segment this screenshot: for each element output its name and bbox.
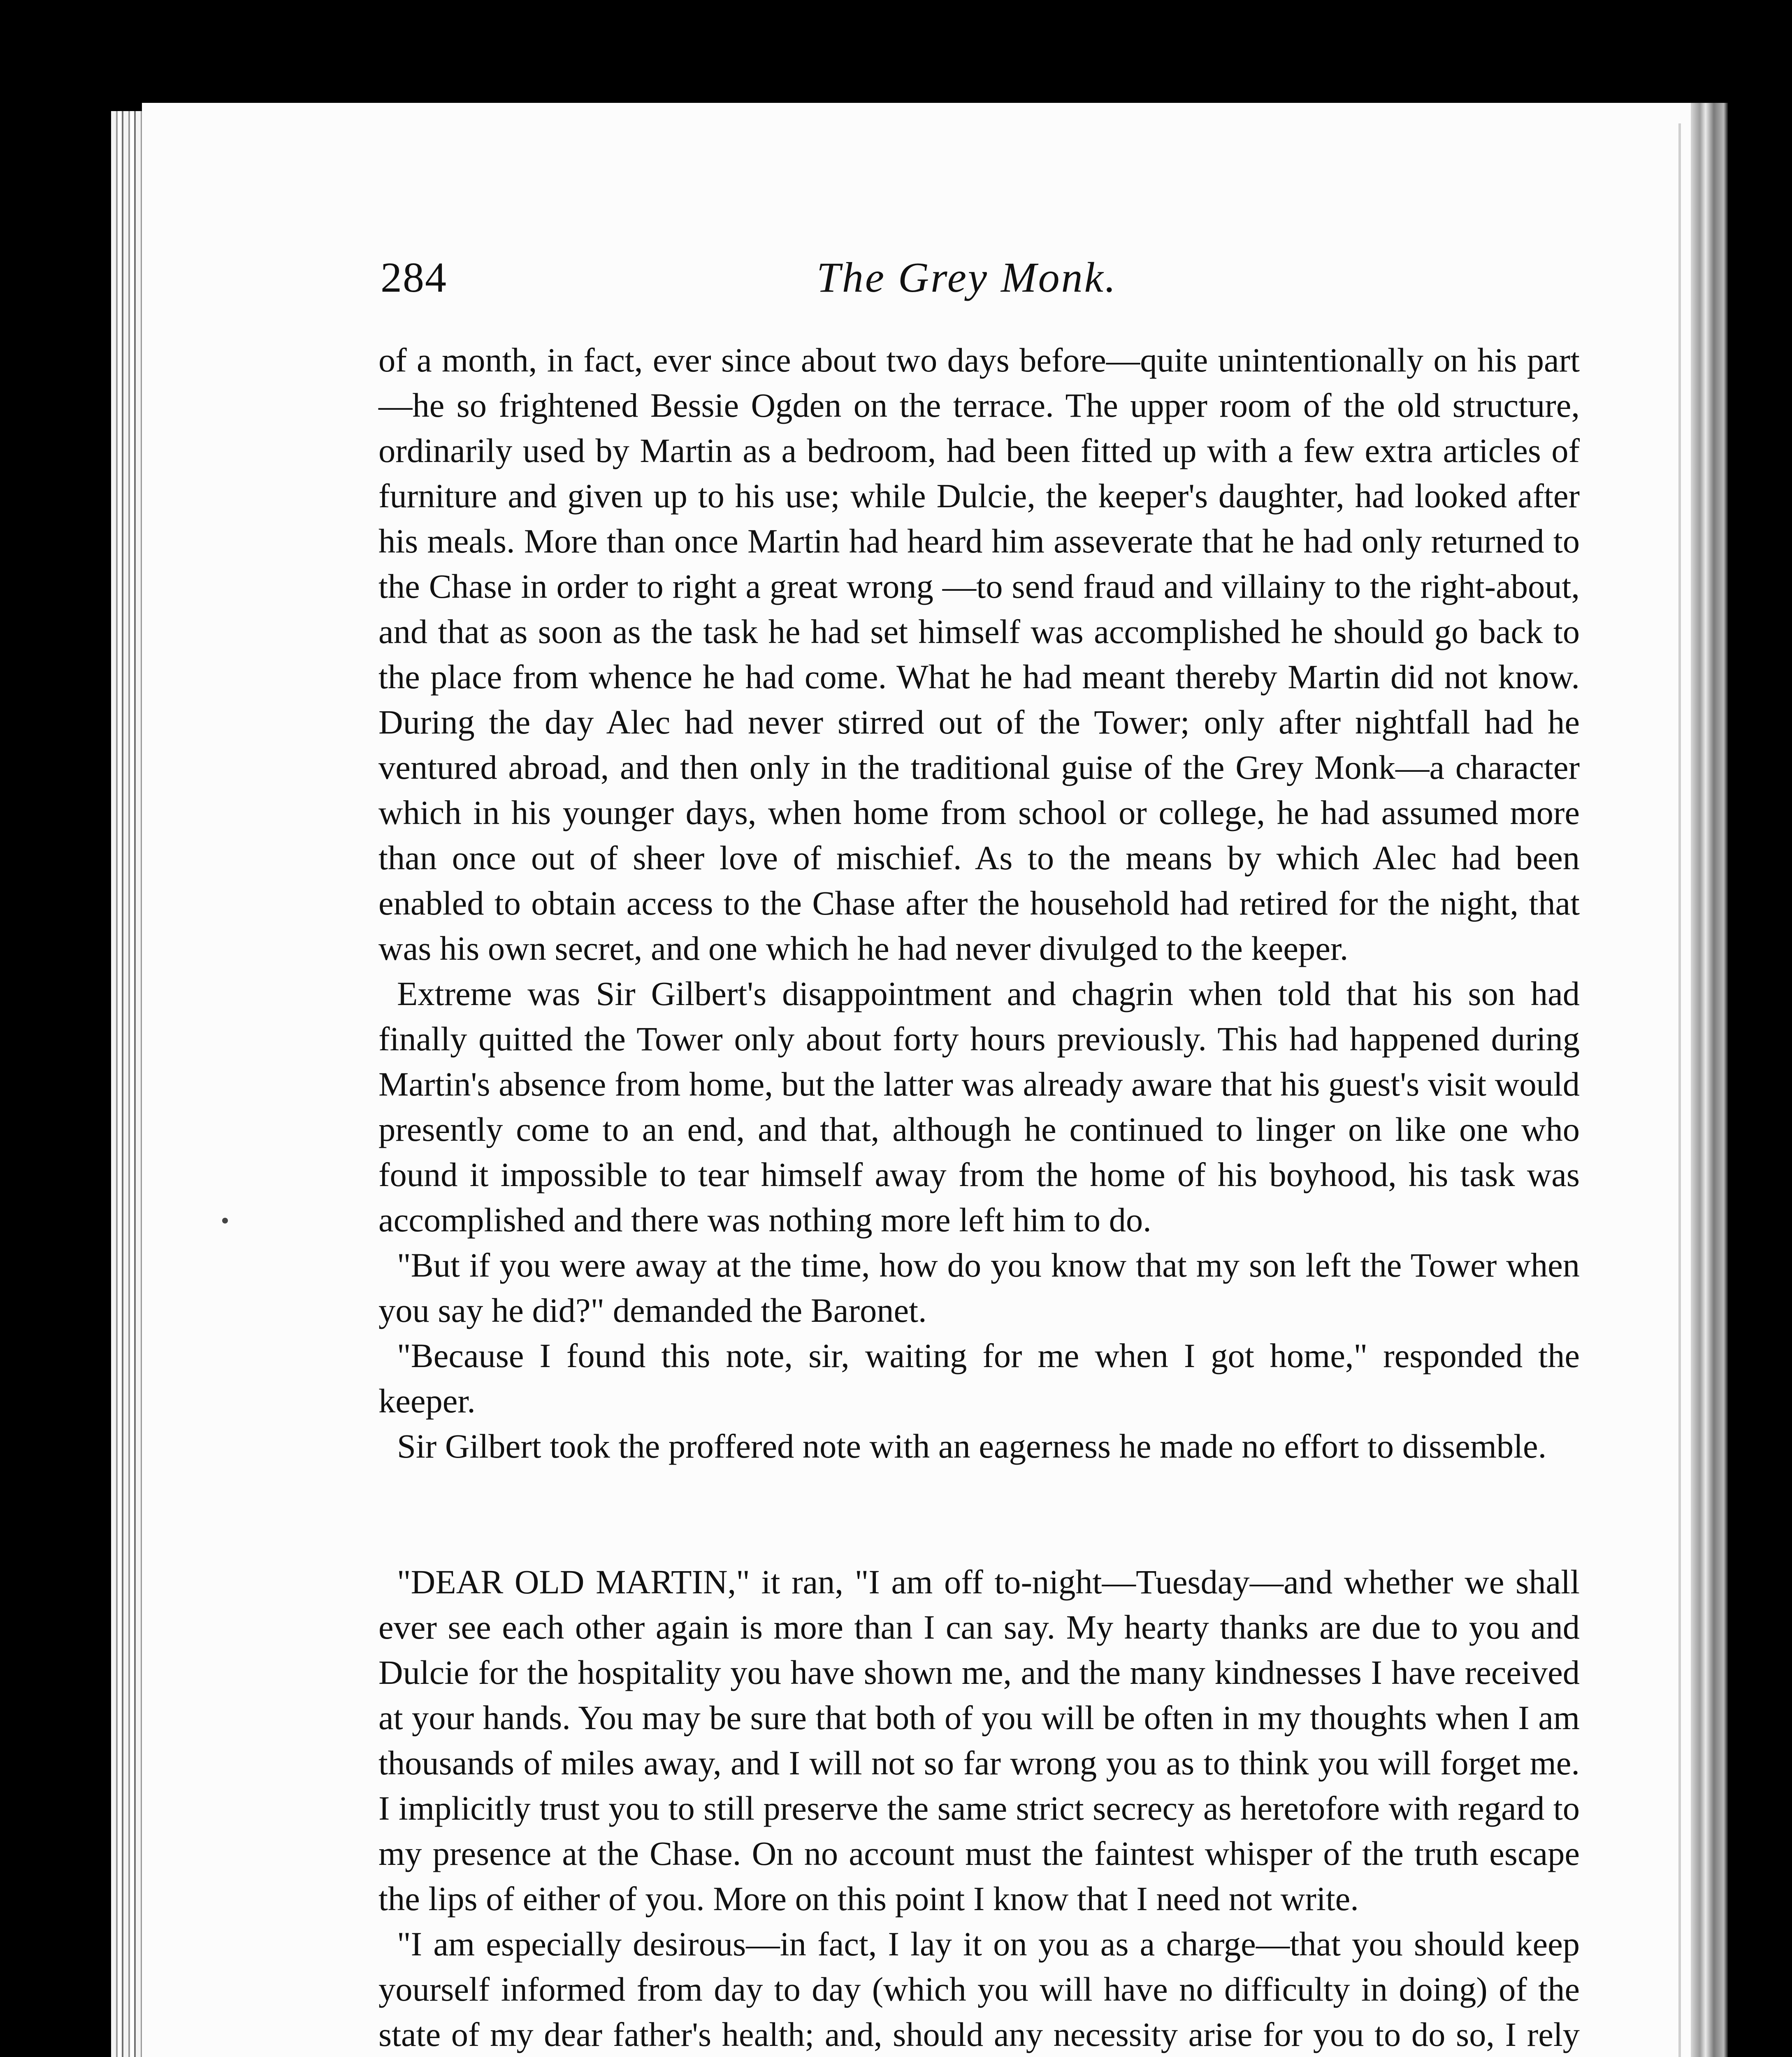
- page-number: 284: [381, 254, 447, 301]
- page-edge-line: [1678, 123, 1681, 2057]
- book-binding-right: [1691, 103, 1728, 2057]
- running-head: [381, 253, 1586, 311]
- body-text: [378, 337, 1580, 2057]
- scan-speck: [222, 1218, 228, 1224]
- paragraph-2: Extreme was Sir Gilbert's disappointment and chagrin when told that his son had finally quitted the Tower only about forty hours previously. This had happened during Martin's absence from home, but the latter was already aware that his guest's visit would presently come to an end, and that, although he continued to linger on like one who found it impossible to tear himself away from the home of his boyhood, his task was accomplished and there was nothing more left him to do.: [378, 975, 1580, 1239]
- paragraph-5: Sir Gilbert took the proffered note with an eagerness he made no effort to dissemble.: [397, 1427, 1547, 1465]
- letter-paragraph-1: "DEAR OLD MARTIN," it ran, "I am off to-night—Tuesday—and whether we shall ever see each other again is more than I can say. My hearty thanks are due to you and Dulcie for the hospitality you have shown me, and the many kindnesses I have received at your hands. You may be sure that both of you will be often in my thoughts when I am thousands of miles away, and I will not so far wrong you as to think you will forget me. I implicitly trust you to still preserve the same strict secrecy as heretofore with regard to my presence at the Chase. On no account must the faintest whisper of the truth escape the lips of either of you. More on this point I know that I need not write.: [378, 1563, 1580, 1918]
- section-gap: [378, 1469, 1580, 1559]
- book-binding-left: [111, 111, 144, 2057]
- running-title: The Grey Monk.: [817, 254, 1117, 301]
- paragraph-3: "But if you were away at the time, how do you know that my son left the Tower when you say he did?" demanded the Baronet.: [378, 1246, 1580, 1329]
- letter-paragraph-2: "I am especially desirous—in fact, I lay it on you as a charge—that you should keep yourself informed from day to day (which you will have no difficulty in doing) of the state of my dear father's health; and, should any necessity arise for you to do so, I rely: [378, 1925, 1580, 2053]
- paragraph-1: of a month, in fact, ever since about two days before—quite unintentionally on his part—he so frightened Bessie Ogden on the terrace. The upper room of the old structure, ordinarily used by Martin as a bedroom, had been fitted up with a few extra articles of furniture and given up to his use; while Dulcie, the keeper's daughter, had looked after his meals. More than once Martin had heard him asseverate that he had only returned to the Chase in order to right a great wrong —to send fraud and villainy to the right-about, and that as soon as the task he had set himself was accomplished he should go back to the place from whence he had come. What he had meant thereby Martin did not know. During the day Alec had never stirred out of the Tower; only after nightfall had he ventured abroad, and then only in the traditional guise of the Grey Monk—a character which in his younger days, when home from school or college, he had assumed more than once out of sheer love of mischief. As to the means by which Alec had been enabled to obtain access to the Chase after the household had retired for the night, that was his own secret, and one which he had never divulged to the keeper.: [378, 341, 1580, 967]
- paragraph-4: "Because I found this note, sir, waiting for me when I got home," responded the keeper.: [378, 1337, 1580, 1420]
